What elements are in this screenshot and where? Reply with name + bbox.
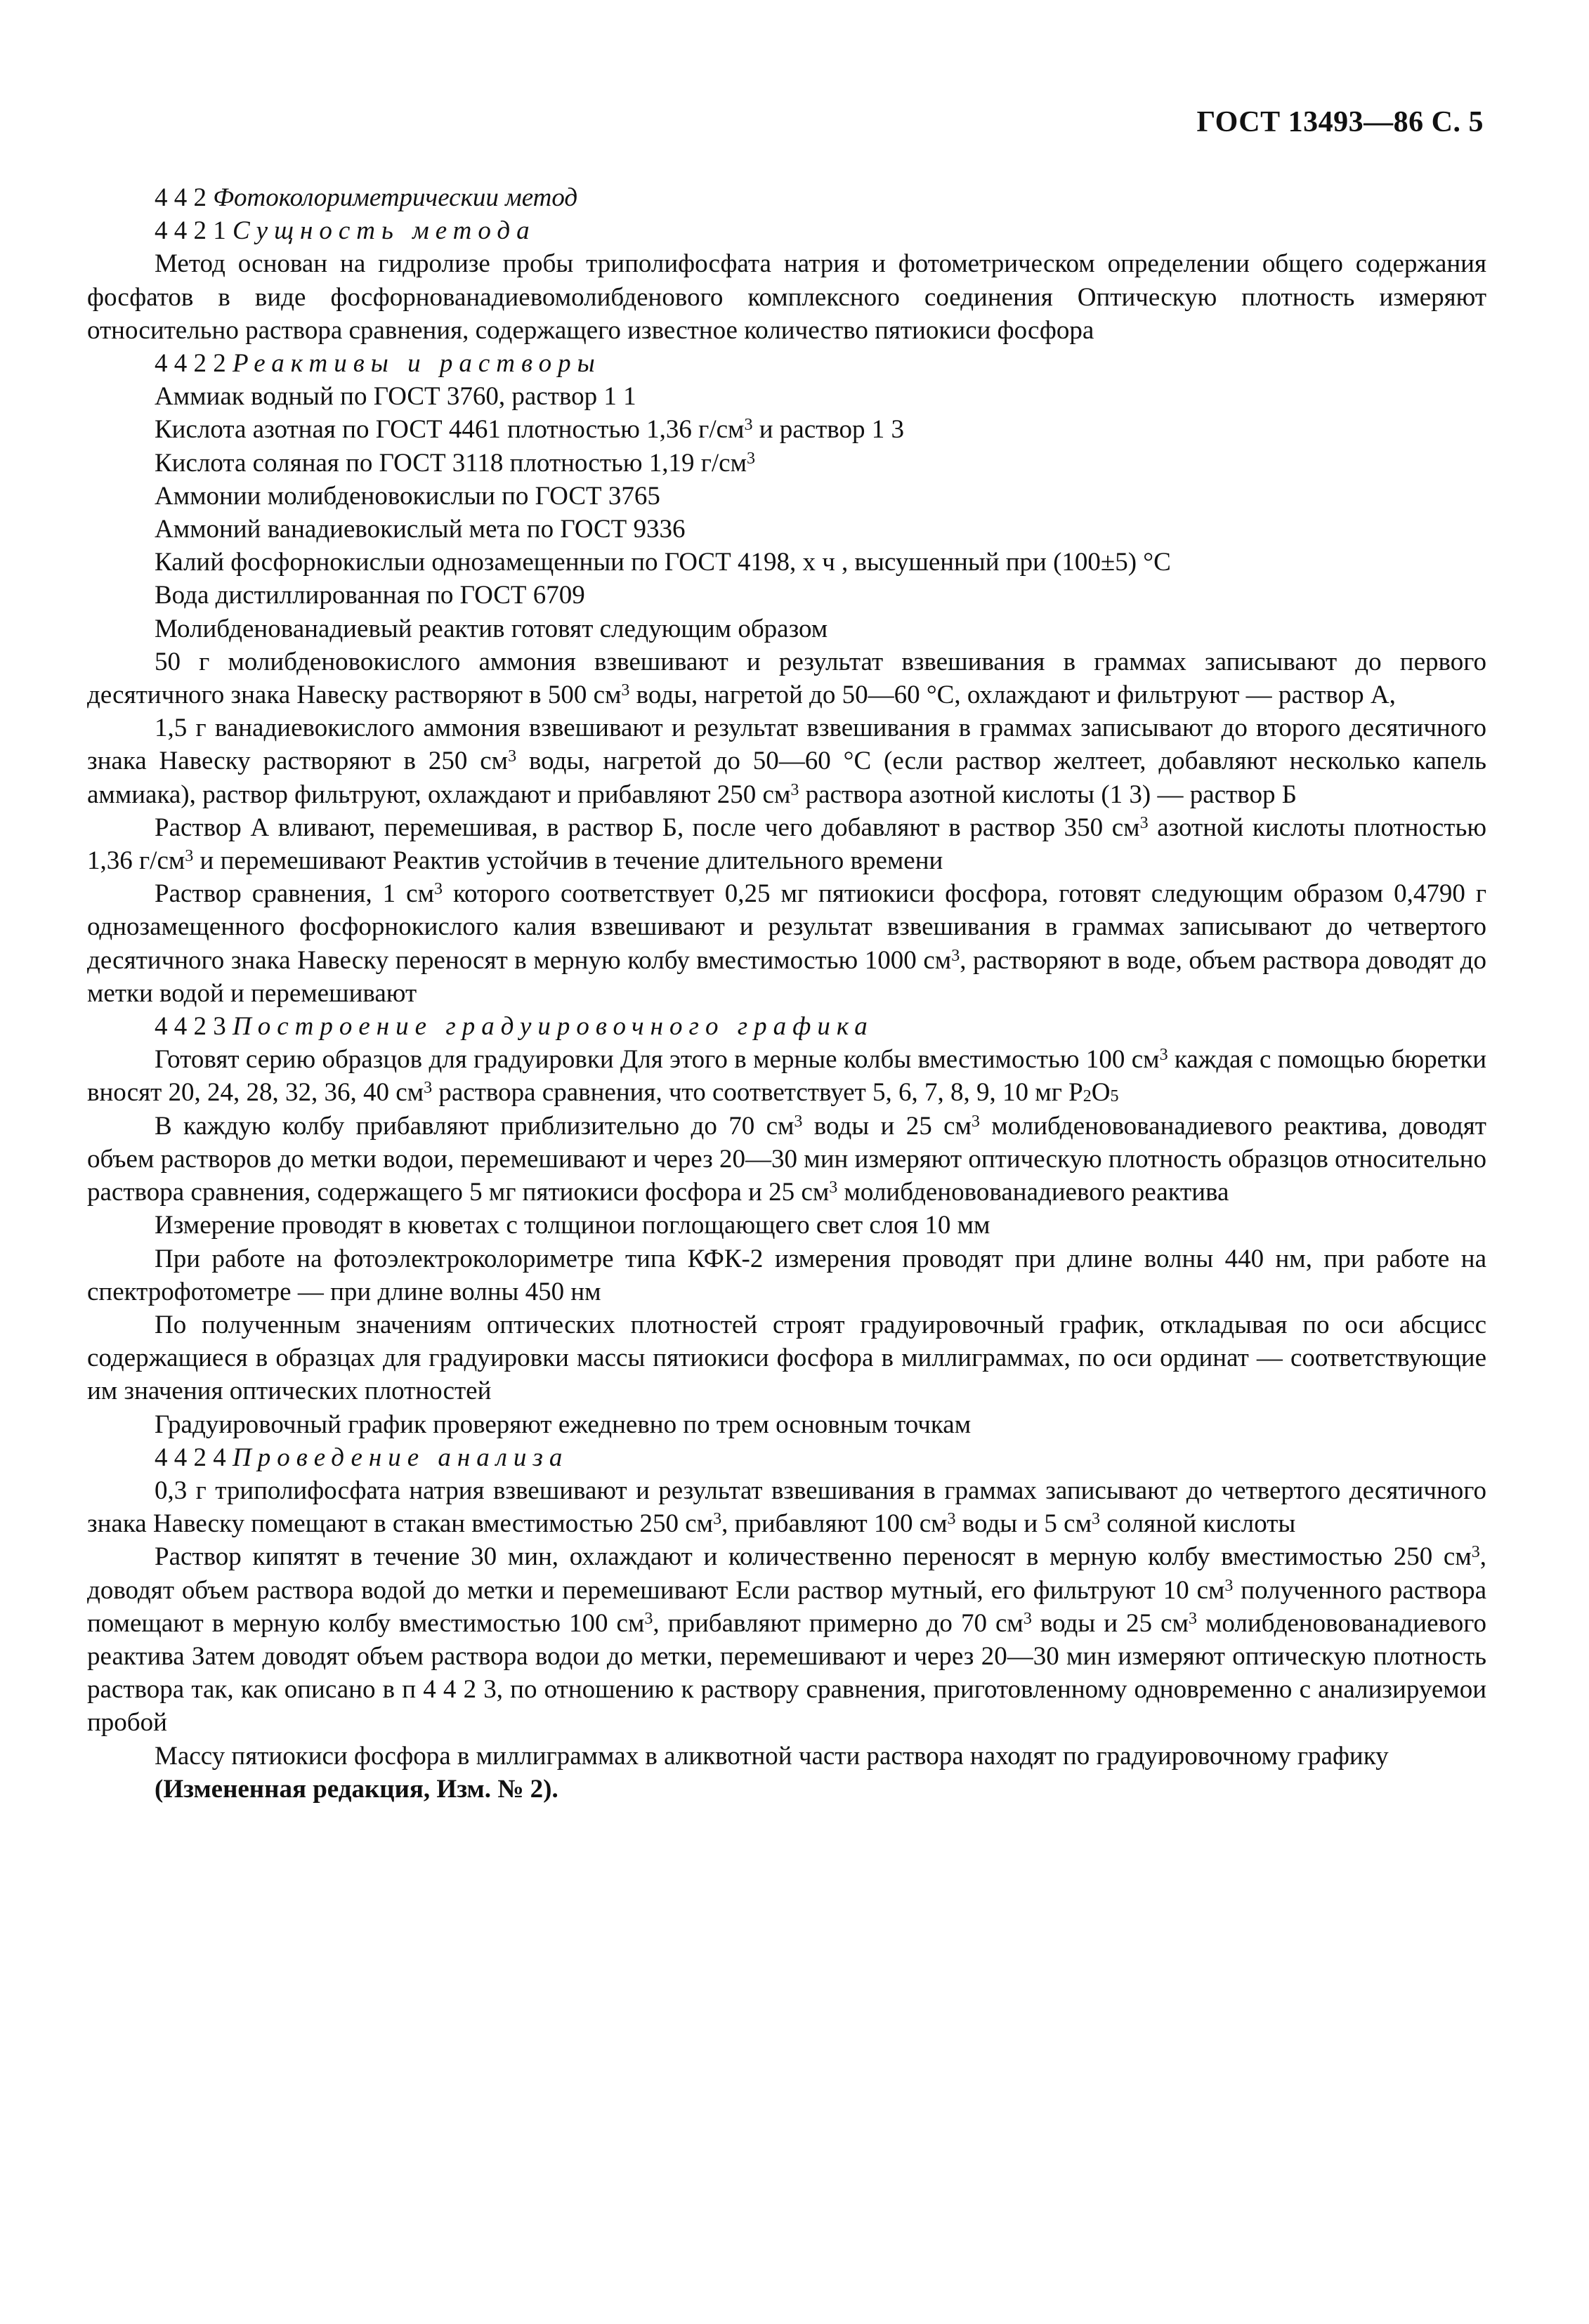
- amendment-note: (Измененная редакция, Изм. № 2).: [155, 1774, 558, 1804]
- paragraph-solution-a: 50 г молибденовокислого аммония взвешивают и результат взвешивания в граммах записывают до первого десятичного знака Навеску растворяют в 500 $см^3$ воды, нагретой до 50—60 °С, охлаждают и фильтруют — раствор А,: [87, 647, 1486, 710]
- section-title: Реактивы и растворы: [233, 349, 601, 379]
- document-body: [87, 181, 1486, 1806]
- paragraph-graph-construction: По полученным значениям оптических плотностей строят градуировочный график, откладывая по оси абсцисс содержащиеся в образцах для градуировки массы пятиокиси фосфора в миллиграммах, по оси ординат — соответствующие им значения оптических плотностей: [87, 1310, 1486, 1406]
- paragraph-method-essence: Метод основан на гидролизе пробы триполифосфата натрия и фотометрическом определении общего содержания фосфатов в виде фосфорнованадиевомолибденового комплексного соединения Оптическую плотность измеряют относительно раствора сравнения, содержащего известное количество пятиокиси фосфора: [87, 249, 1486, 345]
- paragraph-analysis-procedure: Раствор кипятят в течение 30 мин, охлаждают и количественно переносят в мерную колбу вместимостью 250 $см^3$, доводят объем раствора водой до метки и перемешивают Если раствор мутный, его фильтруют 10 $см^3$ полученного раствора помещают в мерную колбу вместимостью 100 $см^3$, прибавляют примерно до 70 $см^3$ воды и 25 $см^3$ молибденовованадиевого реактива Затем доводят объем раствора водои до метки, перемешивают и через 20—30 мин измеряют оптическую плотность раствора так, как описано в п 4 4 2 3, по отношению к раствору сравнения, приготовленному одновременно с анализируемои пробой: [87, 1542, 1486, 1738]
- section-number: 4 4 2 1: [155, 216, 226, 246]
- paragraph-cuvettes: Измерение проводят в кюветах с толщинои поглощающего свет слоя 10 мм: [155, 1211, 990, 1240]
- reagent-item: Калий фосфорнокислыи однозамещенныи по ГОСТ 4198, х ч , высушенный при (100±5) °С: [155, 548, 1171, 577]
- section-number: 4 4 2 2: [155, 349, 226, 379]
- reagent-item: Аммоний ванадиевокислый мета по ГОСТ 9336: [155, 515, 686, 544]
- reagent-item: Вода дистиллированная по ГОСТ 6709: [155, 581, 585, 610]
- section-title: Проведение анализа: [233, 1443, 569, 1472]
- paragraph-calibration-series: Готовят серию образцов для градуировки Для этого в мерные колбы вместимостью 100 $см^3$ каждая с помощью бюретки вносят 20, 24, 28, 32, 36, 40 $см^3$ раствора сравнения, что соответствует 5, 6, 7, 8, 9, 10 мг P2O5: [87, 1045, 1486, 1108]
- page-header: ГОСТ 13493—86 С. 5: [1196, 106, 1484, 138]
- paragraph-solution-b: 1,5 г ванадиевокислого аммония взвешивают и результат взвешивания в граммах записывают до второго десятичного знака Навеску растворяют в 250 $см^3$ воды, нагретой до 50—60 °С (если раствор желтеет, добавляют несколько капель аммиака), раствор фильтруют, охлаждают и прибавляют 250 $см^3$ раствора азотной кислоты (1 3) — раствор Б: [87, 714, 1486, 809]
- paragraph-calibration-reagents: В каждую колбу прибавляют приблизительно до 70 $см^3$ воды и 25 $см^3$ молибденовованадиевого реактива, доводят объем растворов до метки водои, перемешивают и через 20—30 мин измеряют оптическую плотность образцов относительно раствора сравнения, содержащего 5 мг пятиокиси фосфора и 25 $см^3$ молибденовованадиевого реактива: [87, 1111, 1486, 1207]
- paragraph-analysis-result: Массу пятиокиси фосфора в миллиграммах в аликвотной части раствора находят по градуировочному графику: [155, 1741, 1389, 1771]
- section-number: 4 4 2: [155, 183, 207, 212]
- section-4421-heading: [87, 214, 1486, 247]
- reagent-item: Аммонии молибденовокислыи по ГОСТ 3765: [155, 481, 660, 511]
- reagent-item: Кислота азотная по ГОСТ 4461 плотностью 1,36 $г/см^3$ и раствор 1 3: [155, 415, 905, 445]
- paragraph-analysis-sample: 0,3 г триполифосфата натрия взвешивают и результат взвешивания в граммах записывают до четвертого десятичного знака Навеску помещают в стакан вместимостью 250 $см^3$, прибавляют 100 $см^3$ воды и 5 $см^3$ соляной кислоты: [87, 1476, 1486, 1539]
- section-4423-heading: [87, 1010, 1486, 1043]
- section-442-heading: [87, 181, 1486, 214]
- reagent-item: Кислота соляная по ГОСТ 3118 плотностью 1,19 $г/см^3$: [155, 448, 755, 478]
- section-title: Фотоколориметрическии метод: [213, 183, 578, 212]
- section-number: 4 4 2 3: [155, 1012, 226, 1042]
- section-number: 4 4 2 4: [155, 1443, 226, 1472]
- section-title: Построение градуировочного графика: [233, 1012, 874, 1042]
- paragraph-mixing: Раствор А вливают, перемешивая, в раствор Б, после чего добавляют в раствор 350 $см^3$ азотной кислоты плотностью 1,36 $г/см^3$ и перемешивают Реактив устойчив в течение длительного времени: [87, 813, 1486, 876]
- paragraph-graph-check: Градуировочный график проверяют ежедневно по трем основным точкам: [155, 1410, 972, 1439]
- paragraph-reference-solution: Раствор сравнения, 1 $см^3$ которого соответствует 0,25 мг пятиокиси фосфора, готовят следующим образом 0,4790 г однозамещенного фосфорнокислого калия взвешивают и результат взвешивания в граммах записывают до четвертого десятичного знака Навеску переносят в мерную колбу вместимостью 1000 $см^3$, растворяют в воде, объем раствора доводят до метки водой и перемешивают: [87, 879, 1486, 1008]
- reagent-item: Молибденованадиевый реактив готовят следующим образом: [155, 614, 828, 643]
- section-4422-heading: [87, 347, 1486, 380]
- section-title: Сущность метода: [233, 216, 536, 246]
- reagent-item: Аммиак водный по ГОСТ 3760, раствор 1 1: [155, 382, 636, 412]
- paragraph-wavelength: При работе на фотоэлектроколориметре типа КФК-2 измерения проводят при длине волны 440 нм, при работе на спектрофотометре — при длине волны 450 нм: [87, 1244, 1486, 1306]
- section-4424-heading: [87, 1441, 1486, 1474]
